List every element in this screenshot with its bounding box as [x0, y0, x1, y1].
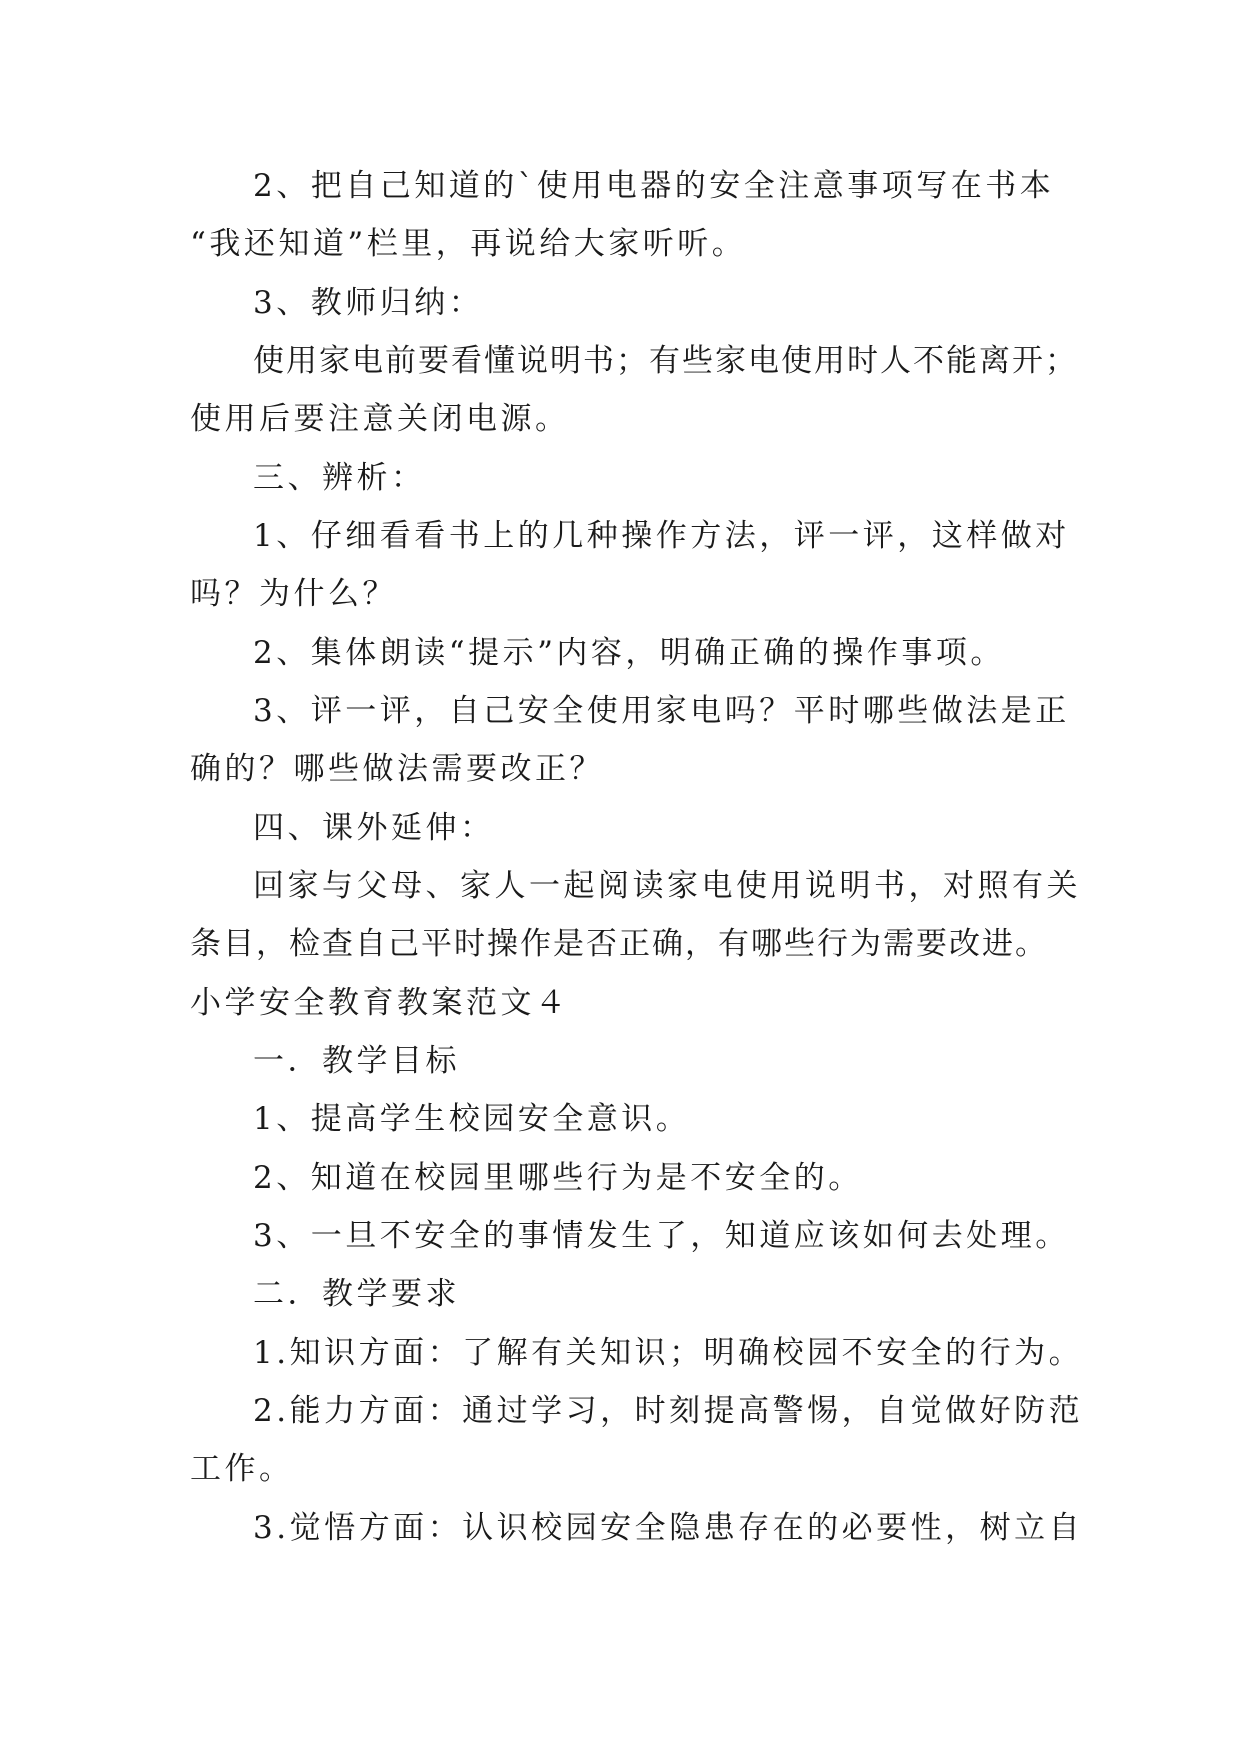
- paragraph-line: 使用家电前要看懂说明书；有些家电使用时人不能离开；: [253, 343, 1078, 379]
- paragraph-line: 工作。: [190, 1451, 294, 1487]
- paragraph-line: “我还知道”栏里，再说给大家听听。: [190, 226, 747, 262]
- paragraph-line: 吗？为什么？: [190, 576, 397, 612]
- paragraph-line: 3、一旦不安全的事情发生了，知道应该如何去处理。: [253, 1218, 1070, 1254]
- paragraph-line: 1、提高学生校园安全意识。: [253, 1101, 691, 1137]
- document-title: 小学安全教育教案范文４: [190, 985, 570, 1021]
- paragraph-line: 2、把自己知道的`使用电器的安全注意事项写在书本: [253, 168, 1055, 204]
- section-heading: 四、课外延伸：: [253, 810, 495, 846]
- paragraph-line: 3.觉悟方面：认识校园安全隐患存在的必要性，树立自: [253, 1510, 1084, 1546]
- paragraph-line: 2、知道在校园里哪些行为是不安全的。: [253, 1160, 863, 1196]
- paragraph-line: 1.知识方面：了解有关知识；明确校园不安全的行为。: [253, 1335, 1084, 1371]
- paragraph-line: 2.能力方面：通过学习，时刻提高警惕，自觉做好防范: [253, 1393, 1084, 1429]
- paragraph-line: 1、仔细看看书上的几种操作方法，评一评，这样做对: [253, 518, 1070, 554]
- section-heading: 一．教学目标: [253, 1043, 460, 1079]
- paragraph-line: 确的？哪些做法需要改正？: [190, 751, 604, 787]
- section-heading: 二．教学要求: [253, 1276, 460, 1312]
- paragraph-line: 条目，检查自己平时操作是否正确，有哪些行为需要改进。: [190, 926, 1048, 962]
- paragraph-line: 使用后要注意关闭电源。: [190, 401, 570, 437]
- section-heading: 三、辨析：: [253, 460, 426, 496]
- paragraph-line: 3、教师归纳：: [253, 285, 484, 321]
- paragraph-line: 回家与父母、家人一起阅读家电使用说明书，对照有关: [253, 868, 1081, 904]
- paragraph-line: 2、集体朗读“提示”内容，明确正确的操作事项。: [253, 635, 1005, 671]
- paragraph-line: 3、评一评，自己安全使用家电吗？平时哪些做法是正: [253, 693, 1070, 729]
